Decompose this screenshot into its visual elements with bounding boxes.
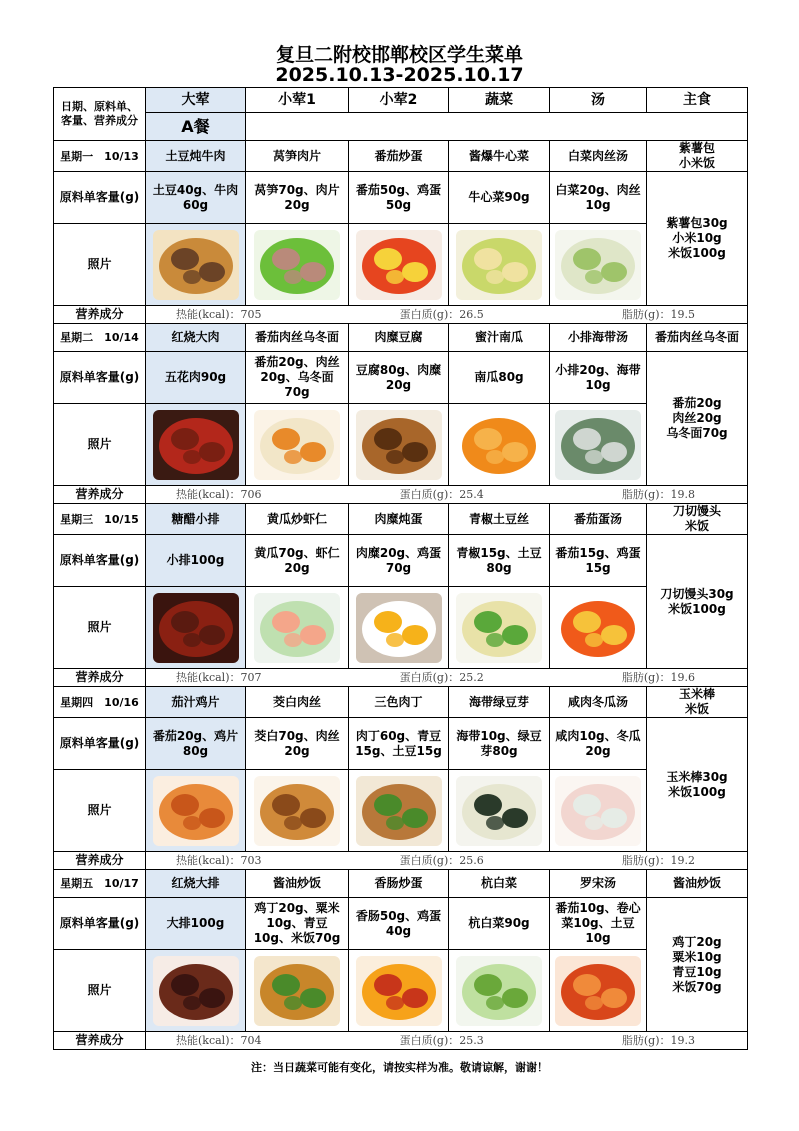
food-blob <box>601 625 627 645</box>
qty-label: 原料单客量(g) <box>54 352 146 404</box>
dish-qty: 白菜20g、肉丝10g <box>550 172 647 224</box>
fat-value: 脂肪(g)：19.8 <box>621 488 695 501</box>
photo-cell <box>550 404 647 486</box>
food-blob <box>300 262 326 282</box>
header-col-3: 蔬菜 <box>449 88 550 113</box>
dish-qty: 牛心菜90g <box>449 172 550 224</box>
day-label: 星期三 10/15 <box>54 504 146 535</box>
staple-qty: 紫薯包30g 小米10g 米饭100g <box>647 172 748 306</box>
dish-name: 肉糜炖蛋 <box>349 504 449 535</box>
food-blob <box>199 442 225 462</box>
lettuce-pork-photo <box>254 230 340 300</box>
dish-qty: 鸡丁20g、粟米10g、青豆10g、米饭70g <box>246 898 349 950</box>
nutrition-row <box>54 852 748 870</box>
header-col-2: 小荤2 <box>349 88 449 113</box>
food-blob <box>171 428 199 450</box>
food-blob <box>601 262 627 282</box>
food-blob <box>502 262 528 282</box>
photo-cell <box>246 770 349 852</box>
nutrition-row <box>54 669 748 687</box>
food-blob <box>386 816 404 830</box>
tomato-egg-soup-photo <box>555 593 641 663</box>
dish-name: 紫薯包 小米饭 <box>647 141 748 172</box>
food-blob <box>573 428 601 450</box>
food-blob <box>300 442 326 462</box>
food-blob <box>171 248 199 270</box>
nutrition-label: 营养成分 <box>54 1032 146 1050</box>
qty-label: 原料单客量(g) <box>54 535 146 587</box>
food-blob <box>272 428 300 450</box>
food-blob <box>386 996 404 1010</box>
food-blob <box>402 442 428 462</box>
food-blob <box>502 442 528 462</box>
borscht-photo <box>555 956 641 1026</box>
food-blob <box>272 794 300 816</box>
food-blob <box>272 611 300 633</box>
fat-value: 脂肪(g)：19.2 <box>621 854 695 867</box>
energy-value: 热能(kcal)：703 <box>176 854 262 867</box>
food-blob <box>474 248 502 270</box>
dish-name: 番茄肉丝乌冬面 <box>246 324 349 352</box>
day-label: 星期五 10/17 <box>54 870 146 898</box>
dish-name: 海带绿豆芽 <box>449 687 550 718</box>
food-blob <box>284 633 302 647</box>
protein-value: 蛋白质(g)：25.2 <box>399 671 484 684</box>
honey-pumpkin-photo <box>456 410 542 480</box>
food-blob <box>486 816 504 830</box>
dish-name: 青椒土豆丝 <box>449 504 550 535</box>
fat-value: 脂肪(g)：19.6 <box>621 671 695 684</box>
dish-qty: 番茄20g、肉丝20g、乌冬面70g <box>246 352 349 404</box>
staple-qty: 鸡丁20g 粟米10g 青豆10g 米饭70g <box>647 898 748 1032</box>
food-blob <box>585 633 603 647</box>
dish-qty: 黄瓜70g、虾仁20g <box>246 535 349 587</box>
dish-qty: 土豆40g、牛肉60g <box>146 172 246 224</box>
protein-value: 蛋白质(g)：25.6 <box>399 854 484 867</box>
dish-qty: 五花肉90g <box>146 352 246 404</box>
dish-qty: 咸肉10g、冬瓜20g <box>550 718 647 770</box>
soy-fried-rice-photo <box>254 956 340 1026</box>
tomato-egg-photo <box>356 230 442 300</box>
food-blob <box>284 996 302 1010</box>
dish-name: 玉米棒 米饭 <box>647 687 748 718</box>
food-blob <box>199 988 225 1008</box>
food-blob <box>300 988 326 1008</box>
food-blob <box>474 611 502 633</box>
photo-cell <box>246 950 349 1032</box>
dish-name: 茭白肉丝 <box>246 687 349 718</box>
sausage-egg-photo <box>356 956 442 1026</box>
dish-qty: 番茄10g、卷心菜10g、土豆10g <box>550 898 647 950</box>
photo-row <box>54 404 748 486</box>
food-blob <box>284 270 302 284</box>
nutrition-label: 营养成分 <box>54 306 146 324</box>
photo-cell <box>550 587 647 669</box>
nutrition-row <box>54 486 748 504</box>
staple-qty: 番茄20g 肉丝20g 乌冬面70g <box>647 352 748 486</box>
photo-label: 照片 <box>54 404 146 486</box>
photo-label: 照片 <box>54 224 146 306</box>
photo-label: 照片 <box>54 587 146 669</box>
food-blob <box>374 428 402 450</box>
photo-cell <box>550 950 647 1032</box>
day-row <box>54 687 748 718</box>
food-blob <box>374 611 402 633</box>
dish-qty: 肉糜20g、鸡蛋70g <box>349 535 449 587</box>
food-blob <box>272 974 300 996</box>
qty-label: 原料单客量(g) <box>54 898 146 950</box>
qty-label: 原料单客量(g) <box>54 718 146 770</box>
braised-pork-chop-photo <box>153 956 239 1026</box>
photo-cell <box>246 224 349 306</box>
staple-qty: 玉米棒30g 米饭100g <box>647 718 748 852</box>
food-blob <box>502 808 528 828</box>
photo-label: 照片 <box>54 950 146 1032</box>
food-blob <box>601 808 627 828</box>
photo-cell <box>550 770 647 852</box>
food-blob <box>300 625 326 645</box>
header-col-0: 大荤 <box>146 88 246 113</box>
photo-row <box>54 770 748 852</box>
photo-cell <box>146 404 246 486</box>
bacon-wintermelon-soup-photo <box>555 776 641 846</box>
dish-qty: 南瓜80g <box>449 352 550 404</box>
photo-cell <box>349 950 449 1032</box>
protein-value: 蛋白质(g)：25.3 <box>399 1034 484 1047</box>
shredded-potato-photo <box>456 593 542 663</box>
photo-cell <box>146 950 246 1032</box>
food-blob <box>284 450 302 464</box>
food-blob <box>486 996 504 1010</box>
food-blob <box>486 450 504 464</box>
food-blob <box>601 988 627 1008</box>
nutrition-values <box>146 486 748 504</box>
dish-name: 三色肉丁 <box>349 687 449 718</box>
qty-row <box>54 898 748 950</box>
food-blob <box>474 794 502 816</box>
photo-cell <box>349 587 449 669</box>
dish-name: 酱油炒饭 <box>647 870 748 898</box>
photo-cell <box>146 587 246 669</box>
food-blob <box>199 262 225 282</box>
dish-qty: 肉丁60g、青豆15g、土豆15g <box>349 718 449 770</box>
dish-qty: 莴笋70g、肉片20g <box>246 172 349 224</box>
dish-qty: 小排100g <box>146 535 246 587</box>
dish-name: 蜜汁南瓜 <box>449 324 550 352</box>
dish-qty: 茭白70g、肉丝20g <box>246 718 349 770</box>
day-label: 星期四 10/16 <box>54 687 146 718</box>
food-blob <box>573 248 601 270</box>
food-blob <box>486 270 504 284</box>
nutrition-label: 营养成分 <box>54 486 146 504</box>
food-blob <box>573 974 601 996</box>
photo-cell <box>449 404 550 486</box>
footnote: 注：当日蔬菜可能有变化，请按实样为准。敬请谅解，谢谢！ <box>251 1061 548 1074</box>
dish-name: 土豆炖牛肉 <box>146 141 246 172</box>
food-blob <box>199 808 225 828</box>
water-bamboo-pork-photo <box>254 776 340 846</box>
photo-cell <box>146 224 246 306</box>
ribs-seaweed-soup-photo <box>555 410 641 480</box>
day-row <box>54 870 748 898</box>
food-blob <box>374 974 402 996</box>
nutrition-label: 营养成分 <box>54 669 146 687</box>
seaweed-sprouts-photo <box>456 776 542 846</box>
dish-qty: 番茄50g、鸡蛋50g <box>349 172 449 224</box>
nutrition-row <box>54 1032 748 1050</box>
dish-qty: 豆腐80g、肉糜20g <box>349 352 449 404</box>
food-blob <box>183 450 201 464</box>
day-label: 星期一 10/13 <box>54 141 146 172</box>
dish-name: 刀切馒头 米饭 <box>647 504 748 535</box>
photo-cell <box>449 770 550 852</box>
nutrition-values <box>146 1032 748 1050</box>
dish-qty: 青椒15g、土豆80g <box>449 535 550 587</box>
nutrition-values <box>146 852 748 870</box>
qty-label: 原料单客量(g) <box>54 172 146 224</box>
photo-cell <box>449 950 550 1032</box>
photo-cell <box>246 587 349 669</box>
bok-choy-photo <box>456 956 542 1026</box>
staple-qty: 刀切馒头30g 米饭100g <box>647 535 748 669</box>
photo-cell <box>550 224 647 306</box>
cabbage-soup-photo <box>555 230 641 300</box>
dish-name: 红烧大排 <box>146 870 246 898</box>
dish-name: 肉糜豆腐 <box>349 324 449 352</box>
food-blob <box>183 816 201 830</box>
food-blob <box>171 611 199 633</box>
dish-name: 茄汁鸡片 <box>146 687 246 718</box>
food-blob <box>486 633 504 647</box>
photo-row <box>54 950 748 1032</box>
food-blob <box>502 988 528 1008</box>
energy-value: 热能(kcal)：707 <box>176 671 262 684</box>
day-row <box>54 324 748 352</box>
menu-table <box>53 87 748 1050</box>
energy-value: 热能(kcal)：704 <box>176 1034 262 1047</box>
dish-name: 红烧大肉 <box>146 324 246 352</box>
beef-potato-stew-photo <box>153 230 239 300</box>
food-blob <box>585 450 603 464</box>
dish-name: 酱爆牛心菜 <box>449 141 550 172</box>
cabbage-photo <box>456 230 542 300</box>
dish-name: 番茄炒蛋 <box>349 141 449 172</box>
food-blob <box>183 270 201 284</box>
dish-qty: 小排20g、海带10g <box>550 352 647 404</box>
qty-row <box>54 535 748 587</box>
protein-value: 蛋白质(g)：26.5 <box>399 308 484 321</box>
nutrition-row <box>54 306 748 324</box>
food-blob <box>601 442 627 462</box>
dish-qty: 番茄20g、鸡片80g <box>146 718 246 770</box>
photo-row <box>54 224 748 306</box>
dish-name: 酱油炒饭 <box>246 870 349 898</box>
food-blob <box>402 988 428 1008</box>
dish-qty: 番茄15g、鸡蛋15g <box>550 535 647 587</box>
food-blob <box>573 611 601 633</box>
three-color-diced-pork-photo <box>356 776 442 846</box>
dish-qty: 香肠50g、鸡蛋40g <box>349 898 449 950</box>
qty-row <box>54 352 748 404</box>
food-blob <box>585 816 603 830</box>
set-label: A餐 <box>146 113 246 141</box>
photo-cell <box>146 770 246 852</box>
braised-pork-photo <box>153 410 239 480</box>
food-blob <box>171 974 199 996</box>
dish-name: 莴笋肉片 <box>246 141 349 172</box>
menu-title: 复旦二附校邯郸校区学生菜单 <box>275 44 523 66</box>
day-row <box>54 141 748 172</box>
food-blob <box>402 262 428 282</box>
day-label: 星期二 10/14 <box>54 324 146 352</box>
dish-name: 香肠炒蛋 <box>349 870 449 898</box>
dish-name: 咸肉冬瓜汤 <box>550 687 647 718</box>
qty-row <box>54 718 748 770</box>
protein-value: 蛋白质(g)：25.4 <box>399 488 484 501</box>
food-blob <box>502 625 528 645</box>
food-blob <box>402 808 428 828</box>
photo-row <box>54 587 748 669</box>
nutrition-label: 营养成分 <box>54 852 146 870</box>
dish-name: 糖醋小排 <box>146 504 246 535</box>
dish-name: 番茄蛋汤 <box>550 504 647 535</box>
nutrition-values <box>146 669 748 687</box>
photo-cell <box>246 404 349 486</box>
dish-name: 小排海带汤 <box>550 324 647 352</box>
food-blob <box>272 248 300 270</box>
header-col-4: 汤 <box>550 88 647 113</box>
udon-noodles-photo <box>254 410 340 480</box>
photo-cell <box>349 224 449 306</box>
dish-qty: 海带10g、绿豆芽80g <box>449 718 550 770</box>
photo-label: 照片 <box>54 770 146 852</box>
set-row-blank <box>246 113 748 141</box>
food-blob <box>300 808 326 828</box>
photo-cell <box>349 404 449 486</box>
food-blob <box>183 996 201 1010</box>
day-row <box>54 504 748 535</box>
dish-name: 白菜肉丝汤 <box>550 141 647 172</box>
dish-qty: 杭白菜90g <box>449 898 550 950</box>
food-blob <box>199 625 225 645</box>
food-blob <box>585 270 603 284</box>
food-blob <box>183 633 201 647</box>
food-blob <box>374 794 402 816</box>
food-blob <box>374 248 402 270</box>
qty-row <box>54 172 748 224</box>
header-corner: 日期、原料单、客量、营养成分 <box>54 88 146 141</box>
food-blob <box>573 794 601 816</box>
sweet-sour-ribs-photo <box>153 593 239 663</box>
energy-value: 热能(kcal)：706 <box>176 488 262 501</box>
food-blob <box>474 428 502 450</box>
dish-name: 黄瓜炒虾仁 <box>246 504 349 535</box>
food-blob <box>585 996 603 1010</box>
tomato-chicken-photo <box>153 776 239 846</box>
header-col-5: 主食 <box>647 88 748 113</box>
food-blob <box>474 974 502 996</box>
food-blob <box>386 270 404 284</box>
dish-name: 杭白菜 <box>449 870 550 898</box>
food-blob <box>386 450 404 464</box>
food-blob <box>284 816 302 830</box>
photo-cell <box>449 587 550 669</box>
date-range: 2025.10.13-2025.10.17 <box>275 64 524 86</box>
dish-name: 罗宋汤 <box>550 870 647 898</box>
cucumber-shrimp-photo <box>254 593 340 663</box>
dish-name: 番茄肉丝乌冬面 <box>647 324 748 352</box>
steamed-egg-photo <box>356 593 442 663</box>
nutrition-values <box>146 306 748 324</box>
food-blob <box>402 625 428 645</box>
fat-value: 脂肪(g)：19.5 <box>621 308 695 321</box>
fat-value: 脂肪(g)：19.3 <box>621 1034 695 1047</box>
header-col-1: 小荤1 <box>246 88 349 113</box>
food-blob <box>386 633 404 647</box>
dish-qty: 大排100g <box>146 898 246 950</box>
mapo-tofu-photo <box>356 410 442 480</box>
photo-cell <box>449 224 550 306</box>
energy-value: 热能(kcal)：705 <box>176 308 262 321</box>
food-blob <box>171 794 199 816</box>
photo-cell <box>349 770 449 852</box>
